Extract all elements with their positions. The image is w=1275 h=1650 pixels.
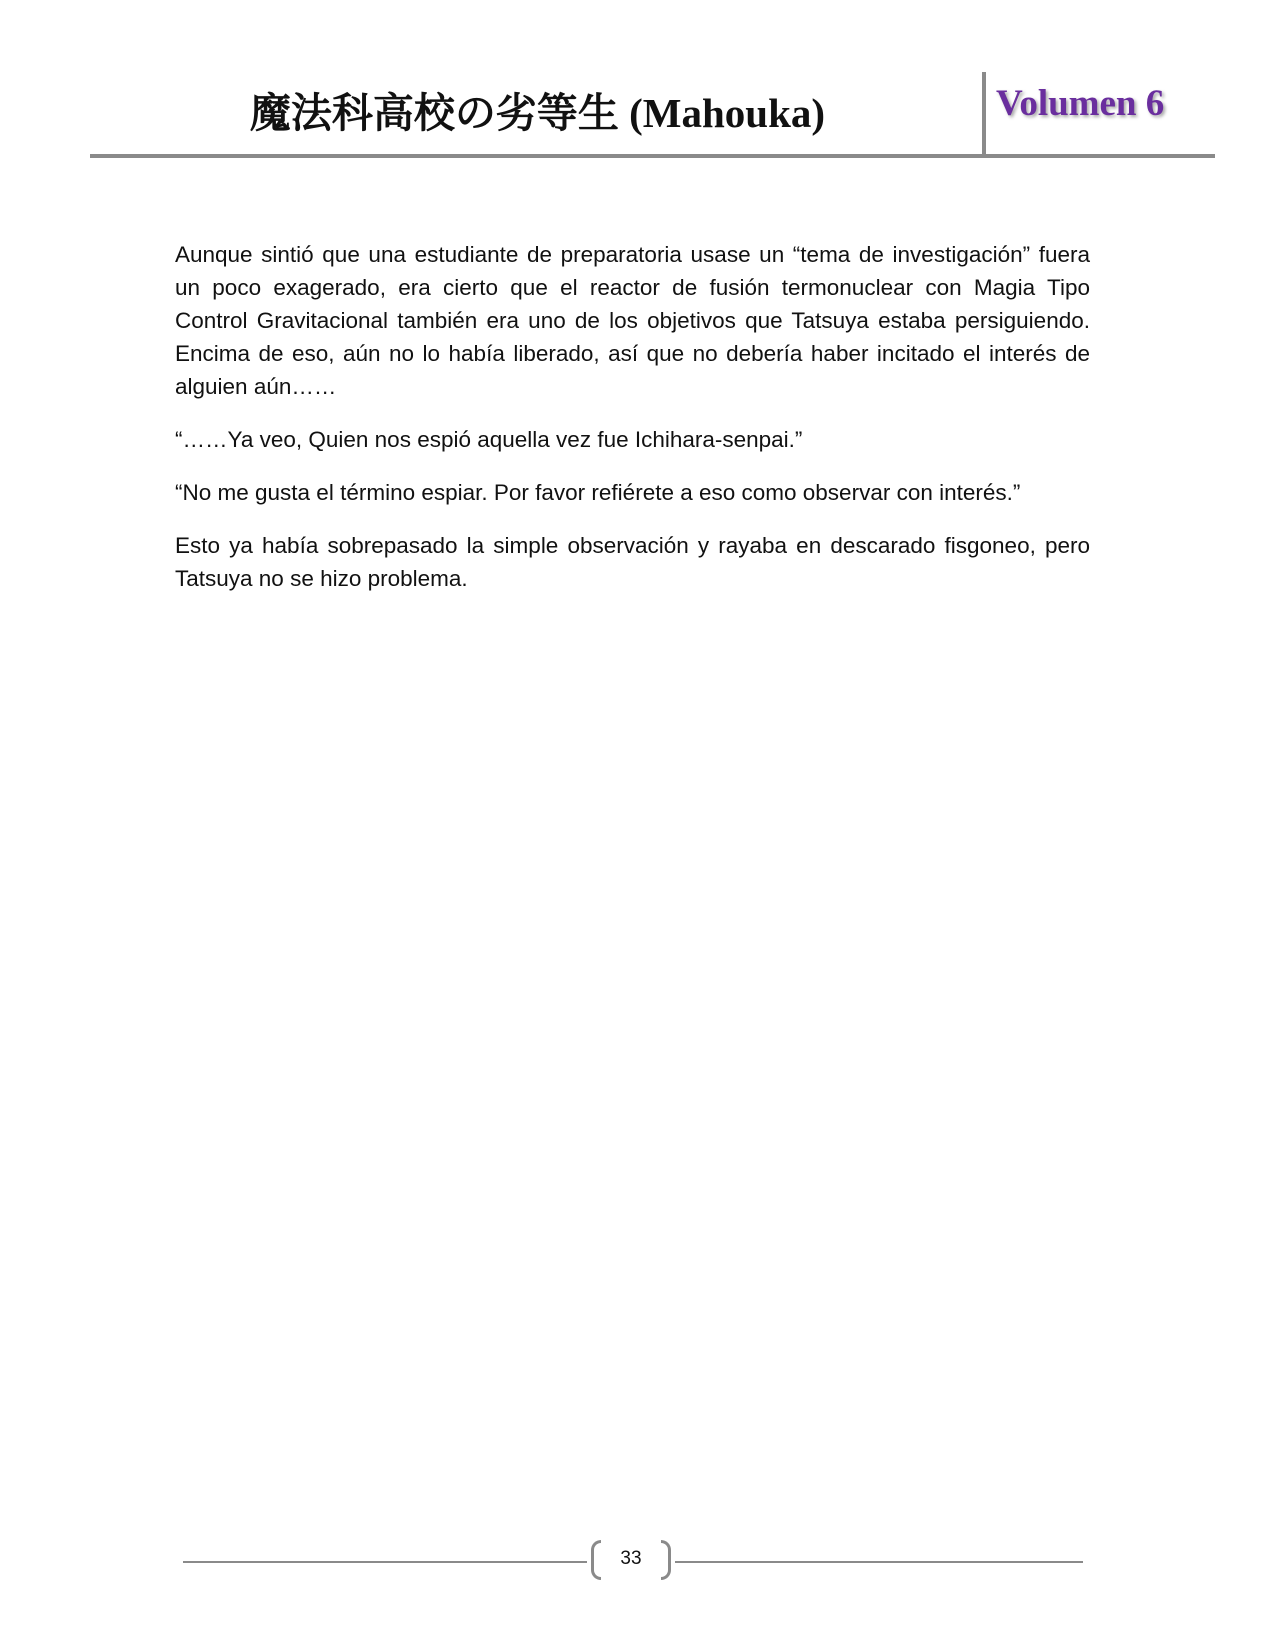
paragraph-2: “……Ya veo, Quien nos espió aquella vez fue Ichihara-senpai.” (175, 427, 803, 452)
footer-rule-left (183, 1561, 587, 1563)
page-number: 33 (620, 1548, 642, 1569)
page-header (90, 70, 1215, 160)
page-body (175, 238, 1090, 615)
volume-label: Volumen 6 (996, 83, 1165, 124)
header-rule (90, 154, 1215, 158)
footer-rule-right (675, 1561, 1083, 1563)
paragraph-3: “No me gusta el término espiar. Por favor refiérete a eso como observar con interés.” (175, 480, 1021, 505)
right-bracket-ornament (661, 1540, 671, 1580)
book-title: 魔法科高校の劣等生 (Mahouka) (249, 90, 826, 136)
paragraph-1: Aunque sintió que una estudiante de preparatoria usase un “tema de investigación” fuera un poco exagerado, era cierto que el reactor de fusión termonuclear con Magia Tipo Control Gravitacional también era uno de los objetivos que Tatsuya estaba persiguiendo. Encima de eso, aún no lo había liberado, así que no debería haber incitado el interés de alguien aún…… (175, 242, 1090, 399)
paragraph-4: Esto ya había sobrepasado la simple observación y rayaba en descarado fisgoneo, pero Tatsuya no se hizo problema. (175, 533, 1090, 591)
header-divider (982, 72, 986, 156)
left-bracket-ornament (591, 1540, 601, 1580)
page-footer (183, 1536, 1083, 1586)
